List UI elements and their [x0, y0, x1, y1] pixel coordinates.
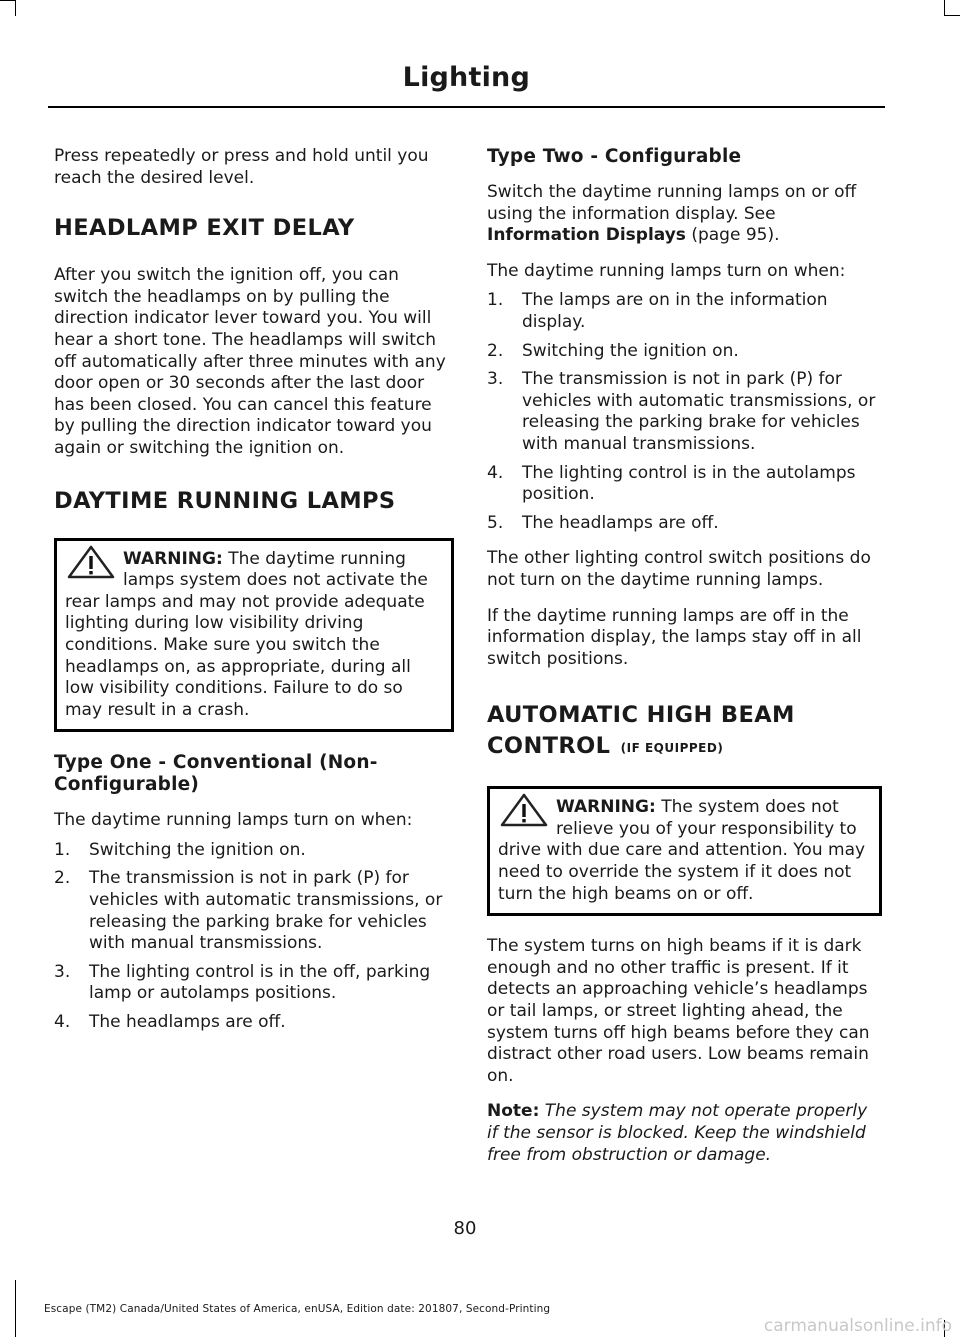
- crop-mark: [0, 0, 16, 1]
- header-rule: [48, 106, 885, 108]
- list-item: 3. The transmission is not in park (P) for vehicles with automatic transmissions, or releasing the parking brake for vehicles with manual transmissions.: [487, 369, 876, 454]
- warning-text-drl: [65, 549, 443, 722]
- warning-box-drl: [54, 538, 454, 733]
- warning-body: The system does not relieve you of your responsibility to drive with due care and attention. You may need to override the system if it does not turn the high beams on or off.: [498, 797, 866, 904]
- watermark: carmanualsonline.info: [763, 1316, 952, 1336]
- warning-box-high-beam: [487, 786, 882, 916]
- if-equipped-label: (IF EQUIPPED): [620, 741, 724, 756]
- exit-delay-paragraph: After you switch the ignition off, you can switch the headlamps on by pulling the direction indicator lever toward you. You will hear a short tone. The headlamps will switch off automatically after three minutes with any door open or 30 seconds after the last door has been closed. You can cancel this feature by pulling the direction indicator toward you again or switching the ignition on.: [54, 265, 446, 458]
- list-item: 3. The lighting control is in the off, parking lamp or autolamps positions.: [54, 961, 431, 1004]
- type-two-paragraph: Switch the daytime running lamps on or off using the information display. See Information Displays (page 95).: [487, 182, 857, 246]
- subheading-type-one: Type One - Conventional (Non-Configurable): [54, 752, 378, 796]
- right-column: [487, 146, 882, 1180]
- list-item: 1. Switching the ignition on.: [54, 839, 306, 860]
- crop-mark: [15, 0, 16, 16]
- display-off-paragraph: If the daytime running lamps are off in the information display, the lamps stay off in all switch positions.: [487, 605, 862, 669]
- high-beam-paragraph: The system turns on high beams if it is dark enough and no other traffic is present. If it detects an approaching vehicle’s headlamps or tail lamps, or street lighting ahead, the system turns off high beams before they can distract other road users. Low beams remain on.: [487, 936, 870, 1086]
- note-paragraph: [487, 1101, 882, 1166]
- crop-mark: [944, 15, 960, 16]
- section-heading-auto-high-beam: AUTOMATIC HIGH BEAM CONTROL (IF EQUIPPED): [487, 702, 795, 760]
- type-one-lead: The daytime running lamps turn on when:: [54, 810, 413, 831]
- list-item: 2. Switching the ignition on.: [487, 340, 739, 361]
- warning-triangle-icon: [496, 793, 552, 827]
- subheading-type-two: Type Two - Configurable: [487, 146, 742, 167]
- switch-positions-paragraph: The other lighting control switch positions do not turn on the daytime running lamps.: [487, 548, 871, 590]
- warning-label: WARNING:: [556, 797, 656, 818]
- left-column: [54, 146, 454, 1048]
- note-text: The system may not operate properly if the sensor is blocked. Keep the windshield free from obstruction or damage.: [487, 1101, 868, 1165]
- list-item: 4. The headlamps are off.: [54, 1012, 286, 1033]
- warning-triangle-icon: [63, 545, 119, 579]
- type-two-lead: The daytime running lamps turn on when:: [487, 260, 846, 281]
- crop-mark: [15, 1280, 16, 1337]
- warning-label: WARNING:: [123, 548, 223, 569]
- type-two-list: [487, 290, 882, 534]
- list-item: 5. The headlamps are off.: [487, 512, 719, 533]
- intro-paragraph: Press repeatedly or press and hold until you reach the desired level.: [54, 146, 429, 188]
- warning-text-high-beam: [498, 797, 871, 905]
- page-title: Lighting: [402, 62, 530, 93]
- edition-footer: Escape (TM2) Canada/United States of America, enUSA, Edition date: 201807, Second-Printing: [44, 1303, 551, 1315]
- crop-mark: [944, 0, 945, 16]
- page-number: 80: [453, 1218, 477, 1239]
- section-heading-exit-delay: HEADLAMP EXIT DELAY: [54, 215, 355, 242]
- section-heading-drl: DAYTIME RUNNING LAMPS: [54, 487, 396, 514]
- note-label: Note:: [487, 1101, 540, 1122]
- list-item: 4. The lighting control is in the autolamps position.: [487, 462, 856, 505]
- list-item: 1. The lamps are on in the information display.: [487, 290, 828, 332]
- cross-reference-link[interactable]: Information Displays: [487, 225, 686, 246]
- type-one-list: [54, 840, 454, 1034]
- list-item: 2. The transmission is not in park (P) for vehicles with automatic transmissions, or releasing the parking brake for vehicles with manual transmissions.: [54, 868, 443, 954]
- warning-body: The daytime running lamps system does not activate the rear lamps and may not provide adequate lighting during low visibility driving conditions. Make sure you switch the headlamps on, as appropriate, during all low visibility conditions. Failure to do so may result in a crash.: [65, 548, 428, 720]
